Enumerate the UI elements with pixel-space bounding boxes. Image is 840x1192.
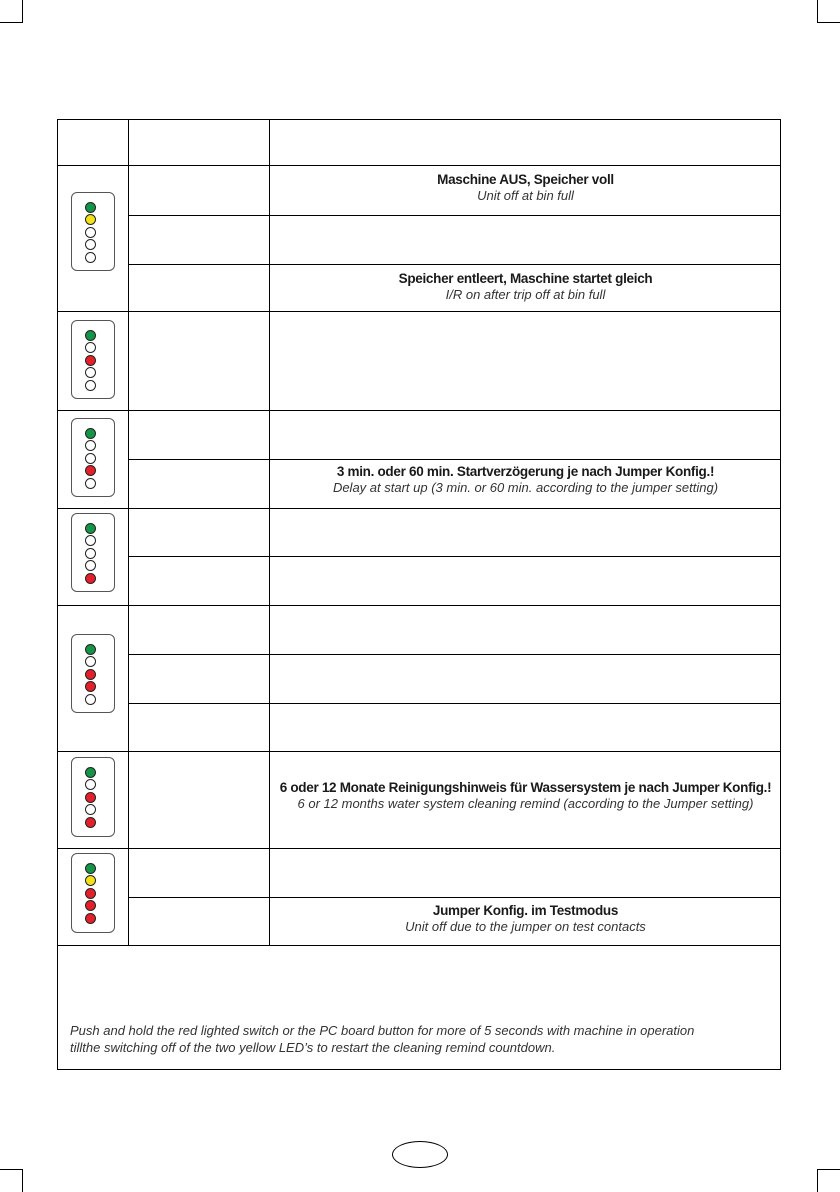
- led-4-icon: [85, 900, 96, 911]
- description-de: Maschine AUS, Speicher voll: [437, 172, 614, 187]
- led-panel: [71, 192, 115, 271]
- group-divider-6: [58, 848, 780, 849]
- led-3-icon: [85, 355, 96, 366]
- led-3-icon: [85, 227, 96, 238]
- led-panel: [71, 634, 115, 713]
- led-status-table: [57, 119, 781, 1070]
- led-1-icon: [85, 523, 96, 534]
- led-5-icon: [85, 478, 96, 489]
- led-1-icon: [85, 767, 96, 778]
- led-5-icon: [85, 380, 96, 391]
- led-2-icon: [85, 214, 96, 225]
- led-2-icon: [85, 656, 96, 667]
- led-1-icon: [85, 428, 96, 439]
- row-divider: [128, 654, 780, 655]
- description-de: 6 oder 12 Monate Reinigungshinweis für Wassersystem je nach Jumper Konfig.!: [279, 780, 772, 795]
- description-de: 3 min. oder 60 min. Startverzögerung je nach Jumper Konfig.!: [336, 464, 715, 479]
- crop-mark-top-right: [817, 0, 840, 23]
- led-5-icon: [85, 252, 96, 263]
- row-divider: [128, 459, 780, 460]
- group-divider-4: [58, 605, 780, 606]
- led-5-icon: [85, 817, 96, 828]
- group-divider-1: [58, 311, 780, 312]
- table-bottom-divider: [58, 945, 780, 946]
- crop-mark-bottom-left: [0, 1169, 23, 1192]
- page-number-oval: [392, 1141, 448, 1168]
- description-en: 6 or 12 months water system cleaning remind (according to the Jumper setting): [297, 796, 754, 811]
- footer-note: [70, 1022, 770, 1056]
- led-4-icon: [85, 560, 96, 571]
- led-panel: [71, 513, 115, 592]
- description-en: I/R on after trip off at bin full: [445, 287, 606, 302]
- row-test-mode: [270, 903, 781, 935]
- led-2-icon: [85, 535, 96, 546]
- led-3-icon: [85, 453, 96, 464]
- led-5-icon: [85, 913, 96, 924]
- description-en: Delay at start up (3 min. or 60 min. according to the jumper setting): [332, 480, 719, 495]
- led-2-icon: [85, 342, 96, 353]
- led-panel: [71, 757, 115, 837]
- led-4-icon: [85, 465, 96, 476]
- led-panel: [71, 418, 115, 497]
- led-4-icon: [85, 239, 96, 250]
- led-1-icon: [85, 330, 96, 341]
- group-divider-5: [58, 751, 780, 752]
- footer-line-2: tillthe switching off of the two yellow LED’s to restart the cleaning remind countdown.: [70, 1040, 556, 1055]
- description-en: Unit off due to the jumper on test contacts: [405, 919, 646, 934]
- led-4-icon: [85, 681, 96, 692]
- led-1-icon: [85, 644, 96, 655]
- footer-line-1: Push and hold the red lighted switch or the PC board button for more of 5 seconds with machine in operation: [70, 1023, 695, 1038]
- led-3-icon: [85, 669, 96, 680]
- header-divider: [58, 165, 780, 166]
- row-bin-full: [270, 172, 781, 204]
- crop-mark-top-left: [0, 0, 23, 23]
- row-startup-delay: [270, 464, 781, 496]
- group-divider-2: [58, 410, 780, 411]
- led-2-icon: [85, 779, 96, 790]
- crop-mark-bottom-right: [817, 1169, 840, 1192]
- row-divider: [128, 897, 780, 898]
- row-divider: [128, 264, 780, 265]
- led-3-icon: [85, 548, 96, 559]
- column-divider-1: [128, 120, 129, 946]
- column-divider-2: [269, 120, 270, 946]
- led-5-icon: [85, 573, 96, 584]
- description-en: Unit off at bin full: [477, 188, 574, 203]
- row-divider: [128, 556, 780, 557]
- led-1-icon: [85, 202, 96, 213]
- row-cleaning-remind: [270, 780, 781, 812]
- led-panel: [71, 853, 115, 933]
- led-panel: [71, 320, 115, 399]
- led-3-icon: [85, 888, 96, 899]
- description-de: Jumper Konfig. im Testmodus: [432, 903, 619, 918]
- led-4-icon: [85, 804, 96, 815]
- row-divider: [128, 703, 780, 704]
- led-2-icon: [85, 875, 96, 886]
- led-3-icon: [85, 792, 96, 803]
- row-divider: [128, 215, 780, 216]
- led-4-icon: [85, 367, 96, 378]
- led-5-icon: [85, 694, 96, 705]
- row-bin-emptied: [270, 271, 781, 303]
- led-2-icon: [85, 440, 96, 451]
- description-de: Speicher entleert, Maschine startet gleich: [398, 271, 653, 286]
- led-1-icon: [85, 863, 96, 874]
- group-divider-3: [58, 508, 780, 509]
